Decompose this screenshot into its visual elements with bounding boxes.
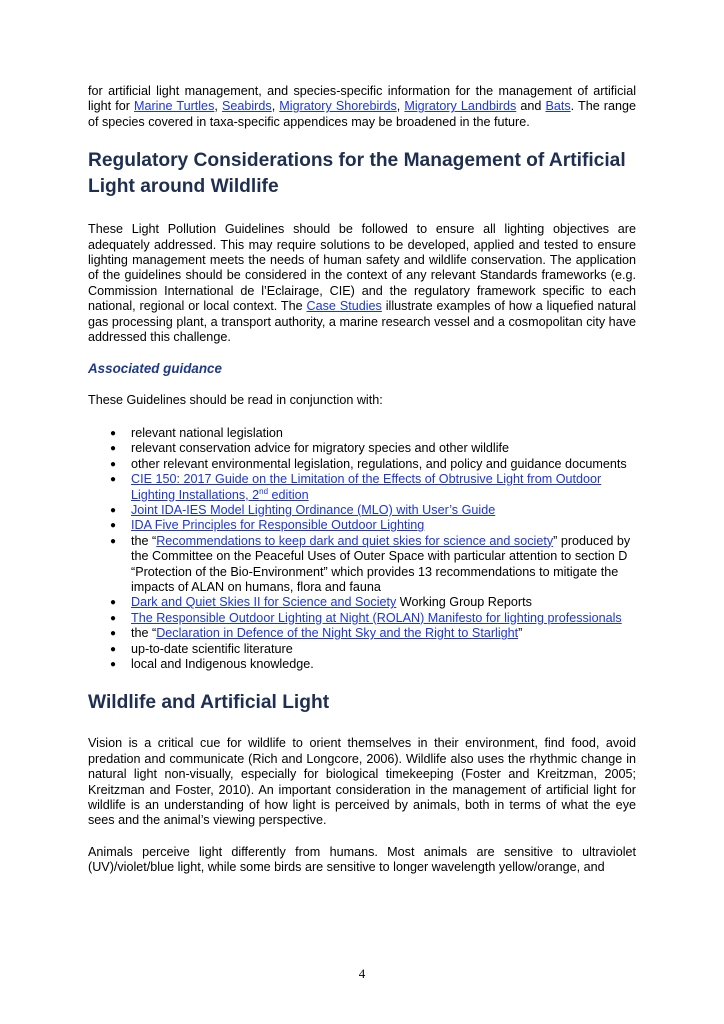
link-migratory-landbirds[interactable]: Migratory Landbirds [404,99,517,114]
link-case-studies[interactable]: Case Studies [306,299,382,314]
list-item: ● the “Declaration in Defence of the Night Sky and the Right to Starlight” [110,626,523,641]
list-item: ● relevant national legislation [110,425,283,440]
list-item: ● other relevant environmental legislation, regulations, and policy and guidance documents [110,456,627,471]
link-migratory-shorebirds[interactable]: Migratory Shorebirds [279,99,397,114]
link-seabirds[interactable]: Seabirds [221,99,272,114]
regulatory-heading: Regulatory Considerations for the Management of Artificial Light around Wildlife [88,150,626,198]
wildlife-paragraph-1: Vision is a critical cue for wildlife to orient themselves in their environment, find food, avoid predation and communicate (Rich and Longcore, 2006). Wildlife also uses the rhythmic change in natural light non-visually, especially for biological timekeeping (Foster and Kreitzman, 2005; Kreitzman and Foster, 2010). An important consideration in the management of artificial light for wildlife is an understanding of how light is perceived by animals, both in terms of what the eye sees and the animal’s viewing perspective. [88,736,636,828]
link-night-sky-declaration[interactable]: Declaration in Defence of the Night Sky and the Right to Starlight [156,626,519,641]
link-ida-five-principles[interactable]: IDA Five Principles for Responsible Outdoor Lighting [131,518,425,533]
link-dark-quiet-skies-ii[interactable]: Dark and Quiet Skies II for Science and Society [131,595,397,610]
list-item: ● CIE 150: 2017 Guide on the Limitation of the Effects of Obtrusive Light from Outdoor Lighting Installations, 2nd edition [110,472,602,502]
list-item: ● The Responsible Outdoor Lighting at Night (ROLAN) Manifesto for lighting professionals [110,610,622,625]
associated-guidance-heading: Associated guidance [88,361,222,377]
link-dark-quiet-skies-recommendations[interactable]: Recommendations to keep dark and quiet skies for science and society [156,533,554,548]
link-rolan-manifesto[interactable]: The Responsible Outdoor Lighting at Night (ROLAN) Manifesto for lighting professionals [131,610,622,625]
link-bats[interactable]: Bats [545,99,571,114]
link-cie-150[interactable]: CIE 150: 2017 Guide on the Limitation of the Effects of Obtrusive Light from Outdoor Lighting Installations, 2nd edition [131,472,602,502]
wildlife-heading: Wildlife and Artificial Light [88,692,330,714]
list-item: ● Joint IDA-IES Model Lighting Ordinance (MLO) with User’s Guide [110,502,496,517]
list-item: ● relevant conservation advice for migratory species and other wildlife [110,441,509,456]
page-number: 4 [358,966,366,981]
associated-intro: These Guidelines should be read in conjunction with: [88,393,383,408]
link-ida-ies-mlo[interactable]: Joint IDA-IES Model Lighting Ordinance (MLO) with User’s Guide [131,502,496,517]
link-marine-turtles[interactable]: Marine Turtles [133,99,215,114]
list-item: ● up-to-date scientific literature [110,641,293,656]
list-item: ● local and Indigenous knowledge. [110,656,314,671]
document-page [88,84,636,876]
wildlife-paragraph-2: Animals perceive light differently from humans. Most animals are sensitive to ultraviolet (UV)/violet/blue light, while some birds are sensitive to longer wavelength yellow/orange, and [88,844,636,875]
list-item: ● the “Recommendations to keep dark and quiet skies for science and society” produced by the Committee on the Peaceful Uses of Outer Space with particular attention to section D “Protection of the Bio-Environment” which provides 13 recommendations to mitigate the impacts of ALAN on humans, flora and fauna [110,533,631,594]
guidance-list [88,426,636,673]
list-item: ● Dark and Quiet Skies II for Science and Society Working Group Reports [110,595,532,610]
regulatory-paragraph: These Light Pollution Guidelines should be followed to ensure all lighting objectives are adequately addressed. This may require solutions to be developed, applied and tested to ensure lighting management meets the needs of human safety and wildlife conservation. The application of the guidelines should be considered in the context of any relevant Standards frameworks (e.g. Commission International de l’Eclairage, CIE) and the regulatory framework specific to each national, regional or local context. The Case Studies illustrate examples of how a liquefied natural gas processing plant, a transport authority, a marine research vessel and a cosmopolitan city have addressed this challenge. [88,222,636,345]
intro-paragraph: for artificial light management, and species-specific information for the management of artificial light for Marine Turtles, Seabirds, Migratory Shorebirds, Migratory Landbirds and Bats. The range of species covered in taxa-specific appendices may be broadened in the future. [88,84,637,129]
list-item: ● IDA Five Principles for Responsible Outdoor Lighting [110,518,425,533]
